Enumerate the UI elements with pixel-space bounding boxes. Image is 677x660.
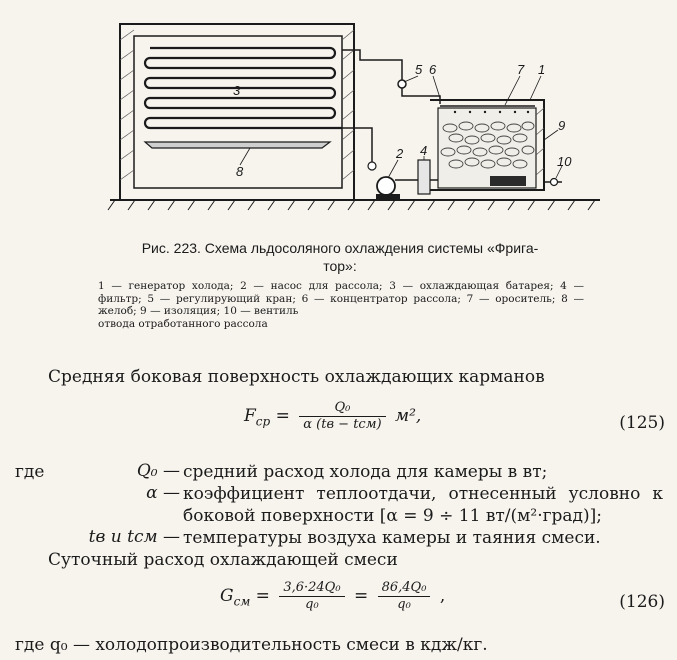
legend-last-line: отвода отработанного рассола bbox=[98, 317, 268, 330]
def-symbol-q0: Q₀ — bbox=[136, 461, 180, 481]
formula-126-fraction-2 bbox=[378, 580, 431, 613]
paragraph-daily-consumption: Суточный расход охлаждающей смеси bbox=[48, 550, 398, 570]
label-9: 9 bbox=[558, 118, 566, 133]
formula-126-fraction-1 bbox=[279, 580, 344, 613]
formula-125: $F_{ср}$ = $\frac{\text{Q₀}}{\text{α (tв − tсм)}}$ м², bbox=[244, 400, 422, 432]
label-10: 10 bbox=[557, 154, 572, 169]
formula-125-unit: м², bbox=[394, 406, 422, 426]
formula-126-num-1: 3,6·24Q₀ bbox=[279, 580, 344, 597]
formula-126-num-2: 86,4Q₀ bbox=[378, 580, 431, 597]
def-symbol-temps: tв и tсм — bbox=[88, 527, 180, 547]
formula-125-fraction bbox=[299, 400, 385, 433]
def-text-alpha: коэффициент теплоотдачи, отнесенный условно к боковой поверхности [α = 9 ÷ 11 вт/(м²·град)]; bbox=[183, 484, 663, 526]
formula-126-den-1: q₀ bbox=[305, 597, 319, 612]
formula-126-lhs: G bbox=[220, 586, 234, 606]
equation-number-126: (126) bbox=[619, 592, 665, 612]
caption-line-1: Рис. 223. Схема льдосоляного охлаждения системы «Фрига- bbox=[141, 240, 539, 256]
label-2: 2 bbox=[396, 146, 404, 161]
label-7: 7 bbox=[517, 62, 525, 77]
formula-125-lhs-sub: ср bbox=[255, 414, 271, 429]
legend-text: 1 — генератор холода; 2 — насос для рассола; 3 — охлаждающая батарея; 4 — фильтр; 5 — регулирующий кран; 6 — концентратор рассола; 7 — ороситель; 8 — желоб; 9 — изоляция; 10 — вентиль bbox=[98, 280, 584, 317]
label-4: 4 bbox=[420, 143, 428, 158]
formula-125-numerator: Q₀ bbox=[299, 400, 385, 417]
formula-126-den-2: q₀ bbox=[397, 597, 411, 612]
formula-125-denominator: α (tв − tсм) bbox=[303, 417, 382, 432]
def-text-temps: температуры воздуха камеры и таяния смеси. bbox=[183, 528, 601, 548]
label-5: 5 bbox=[415, 62, 423, 77]
label-1: 1 bbox=[538, 62, 546, 77]
figure-caption bbox=[80, 239, 600, 275]
def-text-q0: средний расход холода для камеры в вт; bbox=[183, 462, 548, 482]
caption-line-2: тор»: bbox=[323, 258, 357, 274]
label-8: 8 bbox=[236, 164, 244, 179]
formula-126-lhs-sub: см bbox=[233, 594, 251, 609]
formula-125-lhs: F bbox=[244, 406, 256, 426]
label-6: 6 bbox=[429, 62, 437, 77]
def-symbol-alpha: α — bbox=[146, 483, 180, 503]
formula-126: $G_{см}$ = $\frac{\text{3,6·24Q₀}}{\text{q₀}}$ = $\frac{\text{86,4Q₀}}{\text{q₀}}$ , bbox=[220, 580, 446, 612]
figure-legend bbox=[98, 280, 584, 330]
paragraph-q0-definition: где q₀ — холодопроизводительность смеси в кдж/кг. bbox=[15, 635, 488, 655]
paragraph-surface: Средняя боковая поверхность охлаждающих карманов bbox=[48, 367, 545, 387]
where-label: где bbox=[15, 462, 45, 482]
refrigeration-diagram bbox=[0, 0, 677, 235]
label-3: 3 bbox=[233, 83, 241, 98]
equation-number-125: (125) bbox=[619, 413, 665, 433]
